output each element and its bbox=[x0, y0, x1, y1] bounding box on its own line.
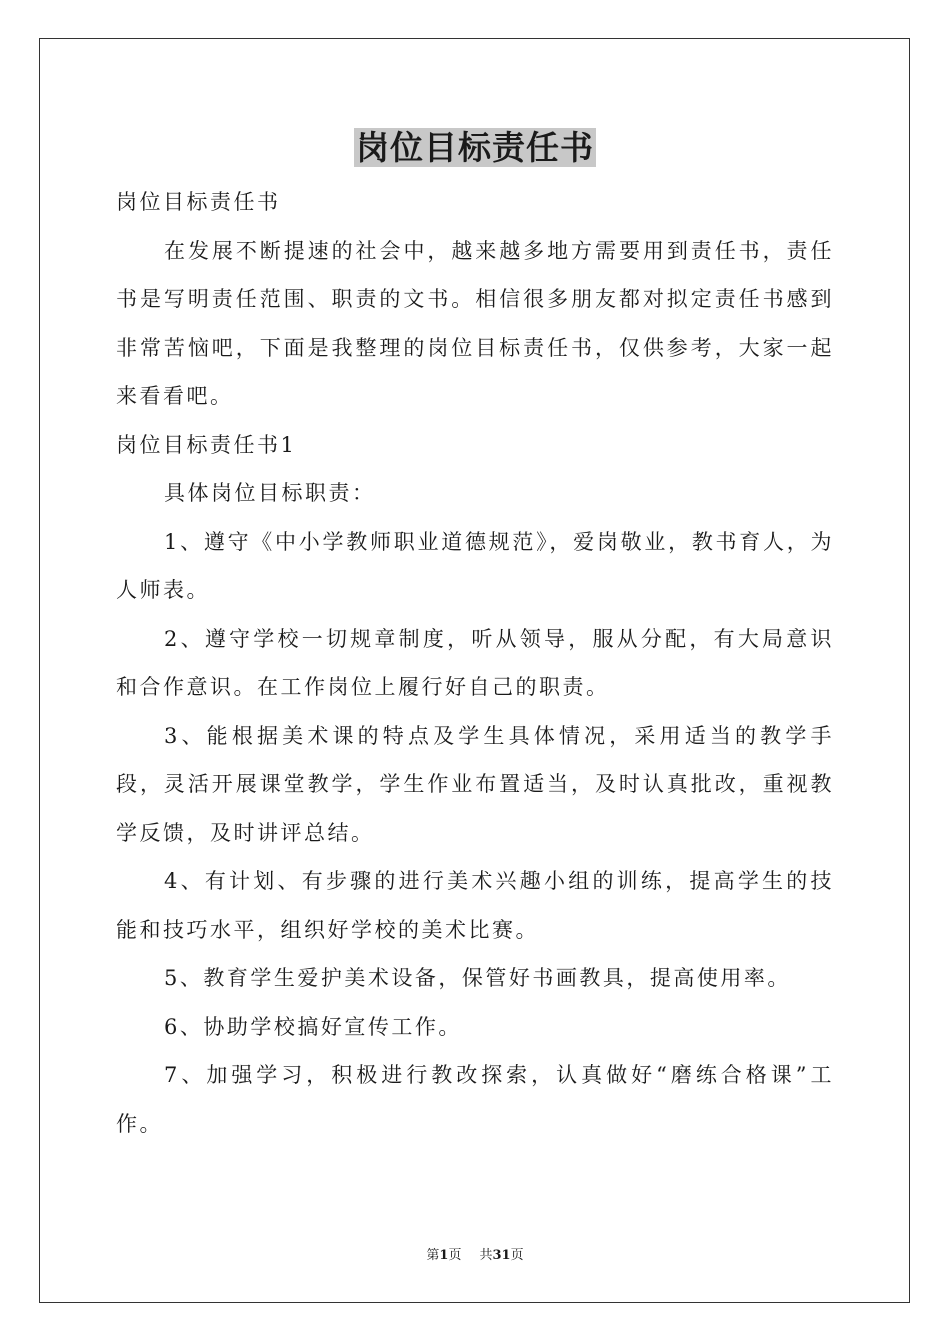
paragraph-duty-7: 7、加强学习，积极进行教改探索，认真做好“磨练合格课”工作。 bbox=[116, 1063, 834, 1136]
document-title bbox=[0, 126, 950, 170]
paragraph-duty-2: 2、遵守学校一切规章制度，听从领导，服从分配，有大局意识和合作意识。在工作岗位上履行好自己的职责。 bbox=[116, 626, 834, 699]
footer-page-suffix: 页 bbox=[448, 1248, 462, 1263]
page-footer bbox=[0, 1246, 950, 1266]
footer-total-suffix: 页 bbox=[510, 1248, 524, 1263]
document-title-text: 岗位目标责任书 bbox=[356, 128, 594, 167]
paragraph-duty-6: 6、协助学校搞好宣传工作。 bbox=[164, 1014, 462, 1039]
footer-page-number: 1 bbox=[439, 1248, 449, 1263]
footer-total-pages: 31 bbox=[492, 1248, 511, 1263]
paragraph-subtitle: 岗位目标责任书 bbox=[116, 190, 281, 214]
paragraph-section-heading: 岗位目标责任书1 bbox=[116, 432, 297, 457]
paragraph-intro: 在发展不断提速的社会中，越来越多地方需要用到责任书，责任书是写明责任范围、职责的文书。相信很多朋友都对拟定责任书感到非常苦恼吧，下面是我整理的岗位目标责任书，仅供参考，大家一起来看看吧。 bbox=[116, 238, 834, 408]
paragraph-duty-3: 3、能根据美术课的特点及学生具体情况，采用适当的教学手段，灵活开展课堂教学，学生作业布置适当，及时认真批改，重视教学反馈，及时讲评总结。 bbox=[116, 723, 834, 845]
paragraph-duty-1: 1、遵守《中小学教师职业道德规范》，爱岗敬业，教书育人，为人师表。 bbox=[116, 529, 834, 602]
footer-page-prefix: 第 bbox=[426, 1248, 440, 1263]
document-body bbox=[116, 178, 834, 1148]
footer-total-prefix: 共 bbox=[479, 1248, 493, 1263]
paragraph-duty-5: 5、教育学生爱护美术设备，保管好书画教具，提高使用率。 bbox=[164, 966, 791, 990]
paragraph-duties-heading: 具体岗位目标职责： bbox=[164, 481, 376, 505]
paragraph-duty-4: 4、有计划、有步骤的进行美术兴趣小组的训练，提高学生的技能和技巧水平，组织好学校的美术比赛。 bbox=[116, 869, 834, 942]
